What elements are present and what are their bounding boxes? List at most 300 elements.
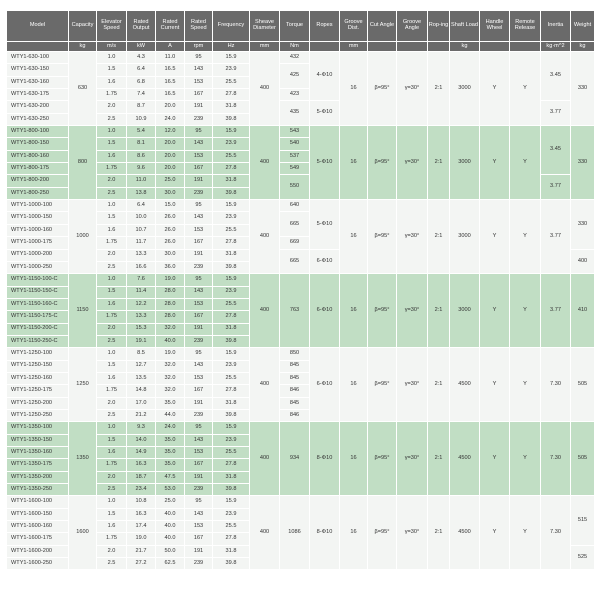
table-row [7,348,595,360]
output-cell: 8.6 [127,150,156,162]
inertia-cell: 7.30 [541,348,571,422]
sheave-diameter-cell: 400 [250,496,280,570]
speed-cell: 2.0 [97,545,127,557]
current-cell: 53.0 [156,484,185,496]
frequency-cell: 27.8 [213,311,250,323]
roping-cell: 2:1 [428,274,450,348]
speed-cell: 1.0 [97,496,127,508]
frequency-cell: 31.8 [213,249,250,261]
output-cell: 13.8 [127,187,156,199]
cut-angle-cell: β=95° [368,496,397,570]
units-row [7,42,595,52]
rpm-cell: 239 [185,187,213,199]
current-cell: 20.0 [156,163,185,175]
model-cell: WTY1-1150-160-C [7,298,69,310]
header-cell: Torque [280,11,310,42]
shaft-load-cell: 3000 [450,200,480,274]
torque-cell: 665 [280,249,310,274]
output-cell: 10.7 [127,224,156,236]
weight-cell: 330 [571,52,595,126]
model-cell: WTY1-1350-160 [7,447,69,459]
frequency-cell: 25.5 [213,298,250,310]
rpm-cell: 239 [185,409,213,421]
rpm-cell: 167 [185,459,213,471]
frequency-cell: 39.8 [213,558,250,570]
inertia-cell: 3.77 [541,101,571,126]
rpm-cell: 191 [185,175,213,187]
current-cell: 20.0 [156,138,185,150]
frequency-cell: 31.8 [213,471,250,483]
roping-cell: 2:1 [428,200,450,274]
model-cell: WTY1-630-175 [7,89,69,101]
speed-cell: 2.0 [97,323,127,335]
groove-dist-cell: 16 [340,52,368,126]
rpm-cell: 95 [185,496,213,508]
speed-cell: 1.75 [97,89,127,101]
output-cell: 11.4 [127,286,156,298]
current-cell: 30.0 [156,249,185,261]
model-cell: WTY1-1350-100 [7,422,69,434]
output-cell: 19.1 [127,335,156,347]
current-cell: 19.0 [156,274,185,286]
ropes-cell: 6-Φ10 [310,274,340,348]
frequency-cell: 25.5 [213,150,250,162]
torque-cell: 425 [280,64,310,89]
groove-angle-cell: γ=30° [397,422,428,496]
frequency-cell: 27.8 [213,237,250,249]
frequency-cell: 39.8 [213,409,250,421]
speed-cell: 1.0 [97,348,127,360]
cut-angle-cell: β=95° [368,348,397,422]
output-cell: 21.7 [127,545,156,557]
model-cell: WTY1-630-100 [7,52,69,64]
spec-table-container [6,10,594,570]
shaft-load-cell: 3000 [450,126,480,200]
rpm-cell: 143 [185,434,213,446]
header-cell: Inertia [541,11,571,42]
torque-cell: 1086 [280,496,310,570]
rpm-cell: 95 [185,200,213,212]
header-cell: Shaft Load [450,11,480,42]
current-cell: 32.0 [156,360,185,372]
frequency-cell: 27.8 [213,533,250,545]
output-cell: 5.4 [127,126,156,138]
torque-cell: 640 [280,200,310,212]
header-cell: Rated Speed [185,11,213,42]
unit-cell [510,42,541,52]
output-cell: 21.2 [127,409,156,421]
frequency-cell: 31.8 [213,397,250,409]
torque-cell: 846 [280,409,310,421]
output-cell: 16.3 [127,459,156,471]
ropes-cell: 8-Φ10 [310,422,340,496]
rpm-cell: 95 [185,422,213,434]
output-cell: 12.7 [127,360,156,372]
header-cell: Rated Output [127,11,156,42]
speed-cell: 1.0 [97,52,127,64]
speed-cell: 2.0 [97,249,127,261]
torque-cell: 540 [280,138,310,150]
torque-cell: 665 [280,212,310,237]
handle-wheel-cell: Y [480,52,510,126]
ropes-cell: 5-Φ10 [310,126,340,200]
ropes-cell: 5-Φ10 [310,101,340,126]
unit-cell: Nm [280,42,310,52]
groove-dist-cell: 16 [340,126,368,200]
frequency-cell: 15.9 [213,52,250,64]
model-cell: WTY1-1150-250-C [7,335,69,347]
traction-machine-spec-table [6,10,595,570]
current-cell: 35.0 [156,397,185,409]
model-cell: WTY1-1250-150 [7,360,69,372]
output-cell: 4.3 [127,52,156,64]
speed-cell: 1.5 [97,64,127,76]
model-cell: WTY1-1000-250 [7,261,69,273]
capacity-cell: 1000 [69,200,97,274]
output-cell: 10.9 [127,113,156,125]
torque-cell: 432 [280,52,310,64]
unit-cell [310,42,340,52]
rpm-cell: 191 [185,249,213,261]
rpm-cell: 153 [185,372,213,384]
frequency-cell: 15.9 [213,126,250,138]
model-cell: WTY1-1250-160 [7,372,69,384]
model-cell: WTY1-1600-160 [7,521,69,533]
current-cell: 15.0 [156,200,185,212]
speed-cell: 2.0 [97,471,127,483]
table-row [7,200,595,212]
remote-release-cell: Y [510,200,541,274]
roping-cell: 2:1 [428,52,450,126]
model-cell: WTY1-1000-160 [7,224,69,236]
model-cell: WTY1-1350-150 [7,434,69,446]
unit-cell [7,42,69,52]
current-cell: 40.0 [156,508,185,520]
current-cell: 28.0 [156,298,185,310]
speed-cell: 1.5 [97,212,127,224]
torque-cell: 669 [280,237,310,249]
model-cell: WTY1-630-250 [7,113,69,125]
torque-cell: 543 [280,126,310,138]
rpm-cell: 239 [185,484,213,496]
output-cell: 7.4 [127,89,156,101]
current-cell: 40.0 [156,533,185,545]
ropes-cell: 8-Φ10 [310,496,340,570]
speed-cell: 1.75 [97,385,127,397]
rpm-cell: 95 [185,348,213,360]
frequency-cell: 23.9 [213,64,250,76]
current-cell: 32.0 [156,323,185,335]
current-cell: 16.5 [156,76,185,88]
weight-cell: 330 [571,126,595,200]
unit-cell: kg [69,42,97,52]
torque-cell: 537 [280,150,310,162]
frequency-cell: 15.9 [213,496,250,508]
frequency-cell: 39.8 [213,261,250,273]
weight-cell: 525 [571,545,595,570]
output-cell: 14.8 [127,385,156,397]
rpm-cell: 167 [185,311,213,323]
header-cell: Groove Dist. [340,11,368,42]
table-row [7,422,595,434]
sheave-diameter-cell: 400 [250,200,280,274]
weight-cell: 505 [571,348,595,422]
current-cell: 26.0 [156,212,185,224]
cut-angle-cell: β=95° [368,200,397,274]
ropes-cell: 4-Φ10 [310,52,340,101]
speed-cell: 1.75 [97,163,127,175]
frequency-cell: 39.8 [213,335,250,347]
unit-cell: mm [340,42,368,52]
table-header [7,11,595,52]
model-cell: WTY1-1250-250 [7,409,69,421]
rpm-cell: 167 [185,89,213,101]
capacity-cell: 1250 [69,348,97,422]
sheave-diameter-cell: 400 [250,126,280,200]
current-cell: 50.0 [156,545,185,557]
output-cell: 13.3 [127,249,156,261]
current-cell: 11.0 [156,52,185,64]
capacity-cell: 1150 [69,274,97,348]
torque-cell: 550 [280,175,310,200]
output-cell: 17.4 [127,521,156,533]
current-cell: 26.0 [156,224,185,236]
torque-cell: 763 [280,274,310,348]
capacity-cell: 800 [69,126,97,200]
groove-dist-cell: 16 [340,274,368,348]
rpm-cell: 239 [185,558,213,570]
weight-cell: 505 [571,422,595,496]
handle-wheel-cell: Y [480,348,510,422]
unit-cell: A [156,42,185,52]
frequency-cell: 25.5 [213,76,250,88]
header-cell: Remote Release [510,11,541,42]
frequency-cell: 27.8 [213,385,250,397]
output-cell: 11.0 [127,175,156,187]
frequency-cell: 15.9 [213,422,250,434]
cut-angle-cell: β=95° [368,126,397,200]
model-cell: WTY1-800-200 [7,175,69,187]
groove-dist-cell: 16 [340,422,368,496]
current-cell: 28.0 [156,311,185,323]
rpm-cell: 153 [185,447,213,459]
rpm-cell: 191 [185,323,213,335]
unit-cell: kg [571,42,595,52]
current-cell: 16.5 [156,64,185,76]
speed-cell: 1.6 [97,76,127,88]
frequency-cell: 23.9 [213,508,250,520]
sheave-diameter-cell: 400 [250,348,280,422]
current-cell: 20.0 [156,150,185,162]
roping-cell: 2:1 [428,126,450,200]
roping-cell: 2:1 [428,348,450,422]
model-cell: WTY1-1350-200 [7,471,69,483]
current-cell: 28.0 [156,286,185,298]
frequency-cell: 25.5 [213,521,250,533]
current-cell: 24.0 [156,113,185,125]
current-cell: 44.0 [156,409,185,421]
shaft-load-cell: 4500 [450,348,480,422]
frequency-cell: 15.9 [213,274,250,286]
model-cell: WTY1-630-150 [7,64,69,76]
speed-cell: 1.6 [97,447,127,459]
ropes-cell: 5-Φ10 [310,200,340,249]
frequency-cell: 39.8 [213,484,250,496]
rpm-cell: 143 [185,212,213,224]
sheave-diameter-cell: 400 [250,52,280,126]
header-cell: Cut Angle [368,11,397,42]
speed-cell: 2.5 [97,113,127,125]
output-cell: 6.8 [127,76,156,88]
torque-cell: 934 [280,422,310,496]
handle-wheel-cell: Y [480,126,510,200]
header-cell: Rop-ing [428,11,450,42]
cut-angle-cell: β=95° [368,274,397,348]
model-cell: WTY1-1600-100 [7,496,69,508]
torque-cell: 845 [280,397,310,409]
remote-release-cell: Y [510,274,541,348]
unit-cell: Hz [213,42,250,52]
output-cell: 10.8 [127,496,156,508]
current-cell: 24.0 [156,422,185,434]
sheave-diameter-cell: 400 [250,422,280,496]
output-cell: 9.3 [127,422,156,434]
handle-wheel-cell: Y [480,274,510,348]
groove-angle-cell: γ=30° [397,348,428,422]
model-cell: WTY1-800-250 [7,187,69,199]
model-cell: WTY1-1000-150 [7,212,69,224]
rpm-cell: 167 [185,163,213,175]
cut-angle-cell: β=95° [368,52,397,126]
groove-angle-cell: γ=30° [397,126,428,200]
speed-cell: 1.5 [97,434,127,446]
rpm-cell: 143 [185,64,213,76]
rpm-cell: 191 [185,471,213,483]
rpm-cell: 153 [185,76,213,88]
model-cell: WTY1-1000-200 [7,249,69,261]
model-cell: WTY1-1350-250 [7,484,69,496]
model-cell: WTY1-800-150 [7,138,69,150]
header-cell: Capacity [69,11,97,42]
header-cell: Handle Wheel [480,11,510,42]
remote-release-cell: Y [510,348,541,422]
speed-cell: 1.6 [97,372,127,384]
rpm-cell: 143 [185,360,213,372]
remote-release-cell: Y [510,422,541,496]
current-cell: 16.5 [156,89,185,101]
frequency-cell: 27.8 [213,459,250,471]
weight-cell: 410 [571,274,595,348]
rpm-cell: 191 [185,101,213,113]
current-cell: 62.5 [156,558,185,570]
output-cell: 14.0 [127,434,156,446]
rpm-cell: 191 [185,545,213,557]
inertia-cell: 7.30 [541,496,571,570]
torque-cell: 845 [280,360,310,372]
speed-cell: 1.6 [97,224,127,236]
rpm-cell: 239 [185,335,213,347]
frequency-cell: 39.8 [213,187,250,199]
current-cell: 40.0 [156,335,185,347]
unit-cell [397,42,428,52]
current-cell: 40.0 [156,521,185,533]
speed-cell: 1.75 [97,237,127,249]
speed-cell: 1.6 [97,521,127,533]
output-cell: 8.7 [127,101,156,113]
output-cell: 23.4 [127,484,156,496]
output-cell: 11.7 [127,237,156,249]
rpm-cell: 239 [185,113,213,125]
speed-cell: 1.0 [97,274,127,286]
weight-cell: 400 [571,249,595,274]
rpm-cell: 95 [185,52,213,64]
frequency-cell: 15.9 [213,348,250,360]
inertia-cell: 7.30 [541,422,571,496]
model-cell: WTY1-1150-100-C [7,274,69,286]
groove-angle-cell: γ=30° [397,496,428,570]
model-cell: WTY1-1000-100 [7,200,69,212]
frequency-cell: 23.9 [213,434,250,446]
frequency-cell: 25.5 [213,372,250,384]
speed-cell: 2.0 [97,101,127,113]
model-cell: WTY1-1250-200 [7,397,69,409]
remote-release-cell: Y [510,52,541,126]
current-cell: 25.0 [156,496,185,508]
output-cell: 16.6 [127,261,156,273]
speed-cell: 2.0 [97,175,127,187]
frequency-cell: 27.8 [213,89,250,101]
model-cell: WTY1-630-160 [7,76,69,88]
shaft-load-cell: 3000 [450,52,480,126]
table-row [7,274,595,286]
inertia-cell: 3.45 [541,126,571,175]
current-cell: 25.0 [156,175,185,187]
model-cell: WTY1-1600-250 [7,558,69,570]
current-cell: 30.0 [156,187,185,199]
inertia-cell: 3.45 [541,52,571,101]
header-cell: Elevator Speed [97,11,127,42]
unit-cell [428,42,450,52]
output-cell: 12.2 [127,298,156,310]
handle-wheel-cell: Y [480,496,510,570]
current-cell: 12.0 [156,126,185,138]
unit-cell: m/s [97,42,127,52]
torque-cell: 549 [280,163,310,175]
groove-angle-cell: γ=30° [397,200,428,274]
frequency-cell: 23.9 [213,212,250,224]
frequency-cell: 31.8 [213,101,250,113]
model-cell: WTY1-1350-175 [7,459,69,471]
output-cell: 9.6 [127,163,156,175]
inertia-cell: 3.77 [541,175,571,200]
rpm-cell: 153 [185,298,213,310]
rpm-cell: 167 [185,385,213,397]
model-cell: WTY1-1150-150-C [7,286,69,298]
current-cell: 26.0 [156,237,185,249]
capacity-cell: 630 [69,52,97,126]
speed-cell: 2.0 [97,397,127,409]
unit-cell: kg [450,42,480,52]
output-cell: 16.3 [127,508,156,520]
model-cell: WTY1-1150-175-C [7,311,69,323]
frequency-cell: 31.8 [213,323,250,335]
header-cell: Ropes [310,11,340,42]
frequency-cell: 23.9 [213,360,250,372]
output-cell: 27.2 [127,558,156,570]
groove-angle-cell: γ=30° [397,274,428,348]
capacity-cell: 1350 [69,422,97,496]
current-cell: 35.0 [156,447,185,459]
